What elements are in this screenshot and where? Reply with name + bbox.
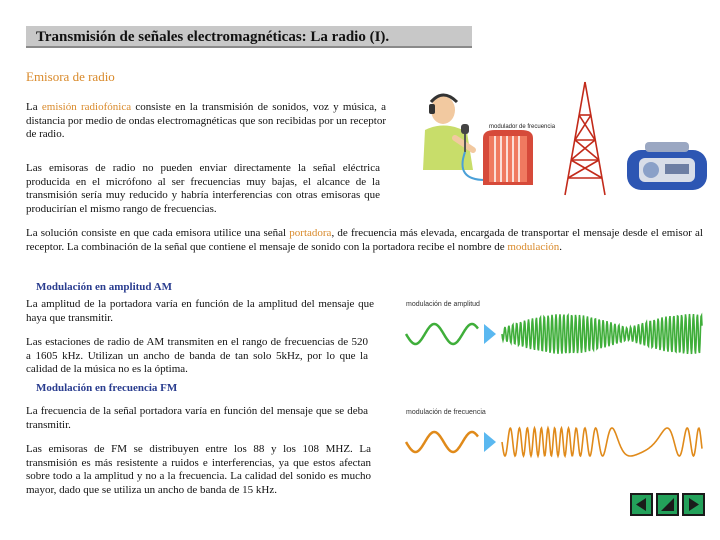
fm-paragraph-2: Las emisoras de FM se distribuyen entre los 88 y los 108 MHZ. La transmisión es más resistente a ruidos e interferencias, ya que estos afectan sobre todo a la amplitud y no a la frecuencia. La calidad del sonido es mucho mayor, dado que se utiliza un ancho de banda de 15 kHz. [26, 443, 371, 496]
modulator-label: modulador de frecuencia [489, 124, 556, 130]
am-modulation-diagram [398, 296, 708, 368]
home-button[interactable] [656, 493, 679, 516]
am-arrow-icon [484, 324, 496, 344]
forward-arrow-icon [684, 495, 703, 514]
fm-paragraph-1: La frecuencia de la señal portadora varía en función del mensaje que se deba transmitir. [26, 405, 368, 431]
am-paragraph-1: La amplitud de la portadora varía en función de la amplitud del mensaje que haya que transmitir. [26, 298, 374, 324]
am-diagram-label: modulación de amplitud [406, 301, 480, 308]
intro-paragraph-1: La emisión radiofónica consiste en la transmisión de sonidos, voz y música, a distancia por medio de ondas electromagnéticas que son recibidas por un receptor de radio. [26, 101, 387, 140]
modulacion-highlight: modulación [507, 240, 560, 253]
fm-arrow-icon [484, 432, 496, 452]
am-modulated-wave [502, 314, 702, 354]
radio-receiver-icon [627, 142, 707, 190]
page-title: Transmisión de señales electromagnéticas: La radio (I). [26, 26, 472, 48]
forward-button[interactable] [682, 493, 705, 516]
am-paragraph-2: Las estaciones de radio de AM transmiten en el rango de frecuencias de 520 a 1605 kHz. Utilizan un ancho de banda de tan solo 5kHz, por lo que la calidad de la música no es la óptima. [26, 336, 368, 375]
section-title: Emisora de radio [26, 69, 115, 84]
intro-paragraph-3: La solución consiste en que cada emisora utilice una señal portadora, de frecuencia más elevada, encargada de transportar el mensaje desde el emisor al receptor. La combinación de la señal que contiene el mensaje de sonido con la portadora recibe el nombre de modulación. [26, 227, 703, 253]
modulator-box [483, 130, 533, 185]
fm-modulation-diagram [398, 404, 708, 476]
fm-section-title: Modulación en frecuencia FM [36, 382, 178, 394]
am-message-wave [406, 324, 478, 344]
fm-message-wave [406, 432, 478, 452]
emision-radiofonica-highlight: emisión radiofónica [41, 101, 132, 113]
back-arrow-icon [632, 495, 651, 514]
fm-diagram-label: modulación de frecuencia [406, 409, 486, 416]
fm-modulated-wave [502, 428, 702, 456]
back-button[interactable] [630, 493, 653, 516]
home-icon [658, 495, 677, 514]
am-section-title: Modulación en amplitud AM [36, 281, 172, 293]
portadora-highlight: portadora [289, 227, 332, 239]
radio-station-illustration [395, 80, 710, 200]
antenna-tower-icon [565, 82, 605, 195]
intro-paragraph-2: Las emisoras de radio no pueden enviar directamente la señal eléctrica producida en el micrófono al ser frecuencias muy bajas, el alcance de la transmisión sería muy reducido y habría interferencias con otras emisoras que producirían el mismo rango de frecuencias. [26, 162, 380, 215]
